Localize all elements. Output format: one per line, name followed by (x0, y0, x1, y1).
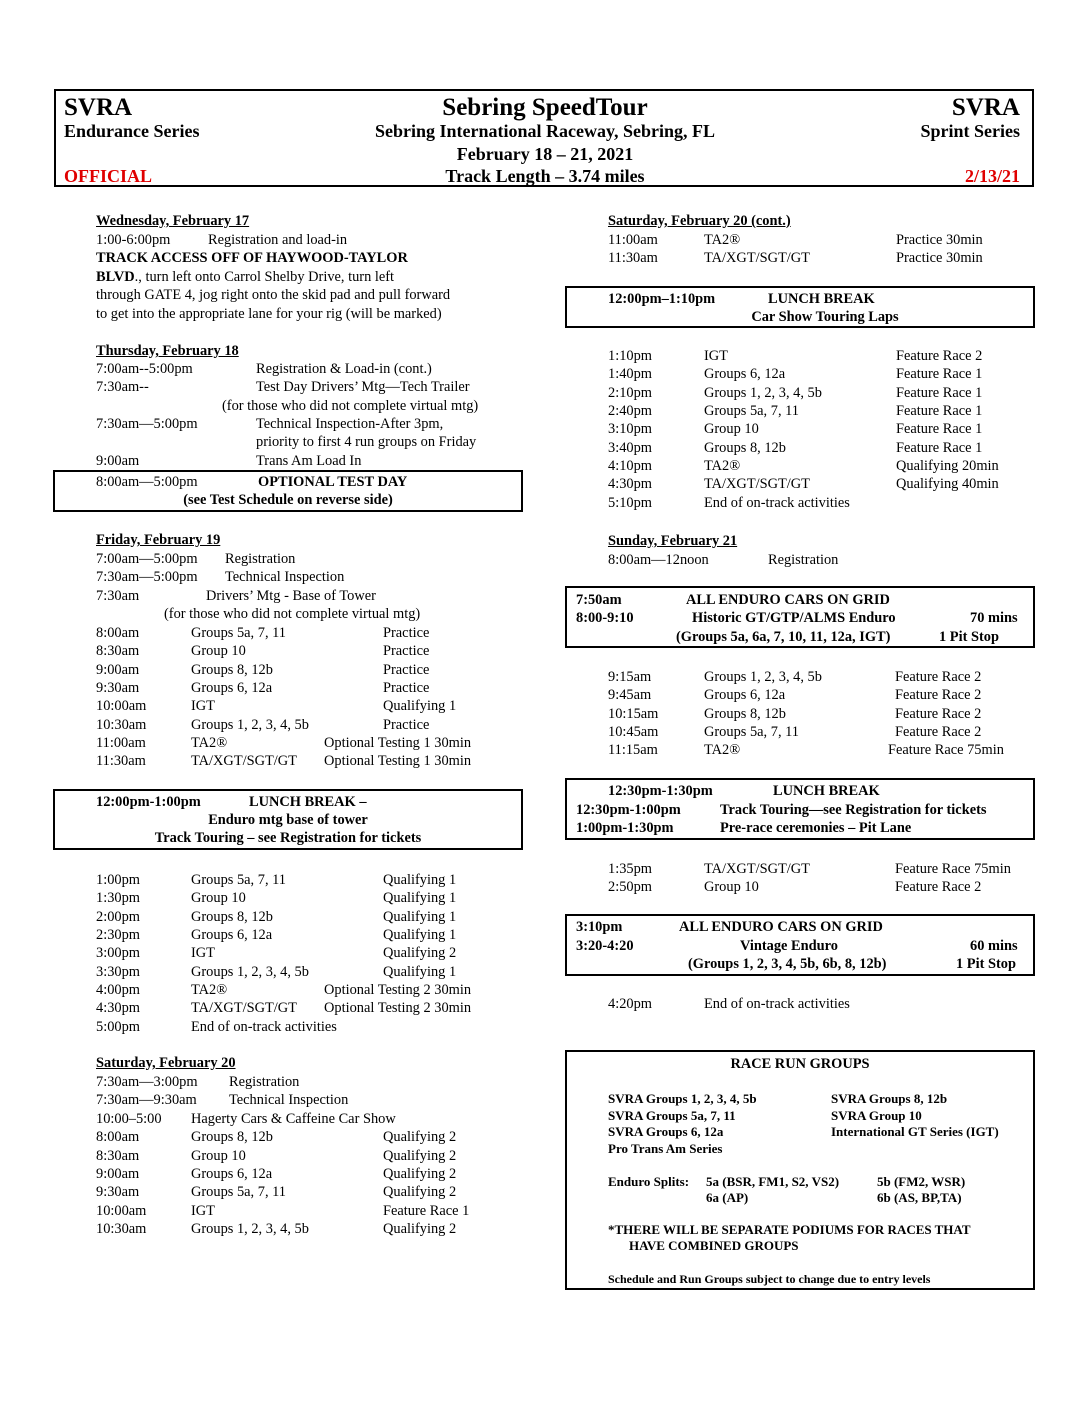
sat-time: 7:30am—9:30am (96, 1092, 197, 1108)
track-access-line3 (96, 268, 394, 286)
session-row (96, 999, 536, 1017)
session-group: Group 10 (704, 421, 759, 438)
header-right-title: SVRA (951, 94, 1020, 121)
session-time: 5:10pm (608, 494, 652, 511)
session-name: Practice (383, 680, 430, 697)
sun-lunch-time: 12:30pm-1:30pm (608, 783, 713, 799)
enduro-meeting-note: Enduro mtg base of tower (208, 812, 368, 828)
test-day-subtitle: (see Test Schedule on reverse side) (183, 492, 393, 508)
session-time: 10:00am (96, 698, 147, 715)
session-group: Group 10 (191, 1147, 246, 1164)
session-time: 11:30am (608, 250, 658, 267)
session-name: Feature Race 1 (383, 1202, 470, 1219)
session-group: Group 10 (191, 890, 246, 907)
sun-time: 8:00am—12noon (608, 552, 709, 568)
session-group: End of on-track activities (191, 1018, 337, 1035)
session-group: IGT (191, 1202, 215, 1219)
sunday-end-row (608, 995, 1028, 1013)
session-group: Groups 6, 12a (704, 687, 786, 704)
enduro1-length: 70 mins (970, 610, 1018, 626)
session-group: Groups 1, 2, 3, 4, 5b (191, 1221, 309, 1238)
session-row (96, 679, 536, 697)
thu-row (96, 452, 536, 470)
session-name: Qualifying 1 (383, 890, 457, 907)
session-row (96, 697, 536, 715)
session-row (96, 661, 536, 679)
session-time: 9:15am (608, 669, 652, 685)
session-name: Feature Race 1 (896, 439, 983, 456)
sat-lunch-time: 12:00pm–1:10pm (608, 291, 716, 307)
session-time: 1:10pm (608, 348, 652, 364)
session-time: 2:50pm (608, 879, 652, 896)
ceremony-text: Pre-race ceremonies – Pit Lane (720, 820, 912, 836)
session-time: 9:00am (96, 1166, 140, 1183)
session-name: Qualifying 1 (383, 908, 457, 925)
session-time: 1:40pm (608, 366, 652, 383)
session-name: Optional Testing 2 30min (324, 1000, 472, 1017)
enduro2-grid-time: 3:10pm (576, 919, 623, 935)
session-group: TA/XGT/SGT/GT (704, 476, 810, 493)
enduro1-name: Historic GT/GTP/ALMS Enduro (692, 610, 896, 626)
session-row (96, 908, 536, 926)
sun-lunch-row1 (608, 782, 1028, 800)
session-time: 8:00am (96, 625, 140, 641)
thu-row (96, 415, 536, 433)
session-row (608, 457, 1048, 475)
session-name: Qualifying 1 (383, 872, 457, 888)
session-group: TA/XGT/SGT/GT (191, 753, 297, 770)
session-time: 10:30am (96, 716, 147, 733)
session-group: Group 10 (704, 879, 759, 896)
test-day-time: 8:00am—5:00pm (96, 474, 198, 490)
session-group: Groups 5a, 7, 11 (191, 625, 286, 641)
run-group-item: International GT Series (IGT) (831, 1124, 999, 1139)
event-title: Sebring SpeedTour (442, 94, 648, 121)
session-group: TA2® (191, 982, 228, 999)
fri-text: Drivers’ Mtg - Base of Tower (206, 588, 376, 604)
session-group: TA2® (704, 458, 741, 475)
session-time: 10:30am (96, 1221, 147, 1238)
session-group: Groups 6, 12a (191, 1166, 273, 1183)
session-row (96, 752, 536, 770)
session-row (608, 231, 1048, 249)
session-row (96, 944, 536, 962)
enduro1-groups: (Groups 5a, 6a, 7, 10, 11, 12a, IGT) (676, 629, 891, 645)
session-group: Groups 1, 2, 3, 4, 5b (704, 384, 822, 401)
enduro-splits-label: Enduro Splits: (608, 1174, 690, 1189)
touring-text: Track Touring—see Registration for tickets (720, 802, 987, 818)
session-name: Practice 30min (896, 250, 983, 267)
session-time: 1:30pm (96, 890, 140, 907)
session-name: Practice 30min (896, 232, 983, 248)
session-group: Groups 6, 12a (191, 927, 273, 944)
enduro1-row2 (576, 609, 1026, 627)
directions-line5: to get into the appropriate lane for your rig (will be marked) (96, 306, 442, 322)
session-group: Groups 5a, 7, 11 (704, 724, 799, 741)
header-left-subtitle: Endurance Series (64, 121, 200, 141)
session-group: Group 10 (191, 643, 246, 660)
enduro1-row3 (576, 628, 1026, 646)
session-name: Optional Testing 1 30min (324, 735, 472, 752)
official-label: OFFICIAL (64, 166, 153, 186)
session-row (608, 878, 1048, 896)
thu-text: priority to first 4 run groups on Friday (256, 434, 477, 450)
session-name: Feature Race 75min (895, 861, 1011, 877)
session-row (96, 1110, 536, 1128)
fri-lunch-title: LUNCH BREAK – (249, 794, 367, 810)
session-row (96, 926, 536, 944)
session-row (96, 1128, 536, 1146)
split-6a: 6a (AP) (706, 1190, 749, 1205)
fri-lunch-time: 12:00pm-1:00pm (96, 794, 201, 810)
session-row (608, 475, 1048, 493)
enduro1-grid-time: 7:50am (576, 592, 622, 608)
fri-text: (for those who did not complete virtual mtg) (164, 606, 421, 622)
car-show-laps: Car Show Touring Laps (751, 309, 899, 325)
thu-text: Test Day Drivers’ Mtg—Tech Trailer (256, 379, 470, 395)
sunday-heading: Sunday, February 21 (608, 533, 738, 549)
thu-time: 7:30am-- (96, 379, 149, 395)
session-time: 3:10pm (608, 421, 652, 438)
track-access-notice: TRACK ACCESS OFF OF HAYWOOD-TAYLOR (96, 250, 408, 266)
session-group: IGT (191, 945, 215, 962)
session-time: 2:00pm (96, 908, 140, 925)
session-time: 2:30pm (96, 927, 140, 944)
session-name: Feature Race 1 (896, 384, 983, 401)
session-name: Qualifying 2 (383, 945, 457, 962)
session-row (608, 668, 1048, 686)
sat-text: Technical Inspection (229, 1092, 349, 1108)
enduro2-groups: (Groups 1, 2, 3, 4, 5b, 6b, 8, 12b) (688, 956, 887, 972)
saturday-cont-heading: Saturday, February 20 (cont.) (608, 213, 791, 229)
header-left-title: SVRA (64, 94, 133, 121)
wednesday-heading: Wednesday, February 17 (96, 213, 250, 229)
session-name: Feature Race 1 (896, 421, 983, 438)
session-row (608, 347, 1048, 365)
session-row (608, 741, 1048, 759)
race-run-groups-title: RACE RUN GROUPS (730, 1056, 870, 1072)
session-time: 3:40pm (608, 439, 652, 456)
session-time: 4:30pm (608, 476, 652, 493)
run-group-item: Pro Trans Am Series (608, 1140, 723, 1156)
sat-lunch-title: LUNCH BREAK (768, 291, 875, 307)
session-name: Practice (383, 643, 430, 660)
session-row (96, 889, 536, 907)
fri-lunch-row (96, 793, 516, 811)
blvd-text: BLVD (96, 269, 135, 285)
event-venue: Sebring International Raceway, Sebring, FL (374, 121, 715, 141)
session-row (608, 494, 1048, 512)
run-group-item: SVRA Groups 8, 12b (831, 1091, 948, 1106)
session-name: Qualifying 1 (383, 963, 457, 980)
session-group: Groups 1, 2, 3, 4, 5b (704, 669, 822, 685)
thursday-heading: Thursday, February 18 (96, 343, 239, 359)
session-row (96, 1165, 536, 1183)
session-time: 5:00pm (96, 1018, 140, 1035)
friday-heading: Friday, February 19 (96, 532, 221, 548)
session-group: TA/XGT/SGT/GT (191, 1000, 297, 1017)
session-row (96, 716, 536, 734)
directions-line4: through GATE 4, jog right onto the skid pad and pull forward (96, 287, 451, 303)
fri-time: 7:00am—5:00pm (96, 551, 198, 567)
session-name: Qualifying 2 (383, 1129, 457, 1146)
session-time: 8:00am (96, 1129, 140, 1146)
session-time: 3:30pm (96, 963, 140, 980)
session-time: 10:45am (608, 724, 659, 741)
enduro2-row3 (576, 955, 1026, 973)
session-row (608, 860, 1048, 878)
sun-lunch-row3 (576, 819, 1026, 837)
session-name: Practice (383, 716, 430, 733)
enduro1-slot: 8:00-9:10 (576, 610, 634, 626)
session-time: 11:30am (96, 753, 146, 770)
session-group: Groups 5a, 7, 11 (191, 872, 286, 888)
session-name: Qualifying 40min (896, 476, 999, 493)
enduro1-row1 (576, 591, 1026, 609)
thu-row (96, 433, 536, 451)
session-group: End of on-track activities (704, 494, 850, 511)
wed-row (96, 231, 536, 249)
session-time: 9:30am (96, 1184, 140, 1201)
session-time: 1:35pm (608, 861, 652, 877)
session-time: 9:00am (96, 661, 140, 678)
session-name: Optional Testing 1 30min (324, 753, 472, 770)
session-name: Qualifying 2 (383, 1184, 457, 1201)
session-time: 4:10pm (608, 458, 652, 475)
sat-row (96, 1091, 536, 1109)
session-name: Feature Race 2 (895, 724, 982, 741)
session-group: TA2® (704, 232, 741, 248)
thu-time: 7:30am—5:00pm (96, 416, 198, 432)
session-time: 4:30pm (96, 1000, 140, 1017)
thu-row (96, 360, 536, 378)
fri-row (96, 568, 536, 586)
enduro2-row1 (576, 918, 1026, 936)
sun-end-text: End of on-track activities (704, 996, 850, 1012)
enduro1-grid-title: ALL ENDURO CARS ON GRID (686, 592, 890, 608)
session-name: Feature Race 2 (895, 879, 982, 896)
session-row (96, 642, 536, 660)
enduro2-name: Vintage Enduro (740, 938, 838, 954)
sat-lunch-row (608, 290, 1028, 308)
session-group: Groups 6, 12a (191, 680, 273, 697)
session-name: Feature Race 2 (895, 669, 982, 685)
sun-row (608, 551, 1028, 569)
session-time: 2:40pm (608, 403, 652, 420)
session-time: 2:10pm (608, 384, 652, 401)
session-time: 1:00pm (96, 872, 140, 888)
revision-date: 2/13/21 (964, 166, 1020, 186)
session-group: Groups 8, 12b (704, 439, 786, 456)
session-time: 11:15am (608, 742, 658, 759)
session-row (608, 705, 1048, 723)
session-row (96, 963, 536, 981)
session-group: TA2® (191, 735, 228, 752)
session-time: 4:00pm (96, 982, 140, 999)
enduro2-slot: 3:20-4:20 (576, 938, 634, 954)
ceremony-time: 1:00pm-1:30pm (576, 820, 674, 836)
session-name: Qualifying 2 (383, 1166, 457, 1183)
sat-time: 7:30am—3:00pm (96, 1074, 198, 1090)
fri-text: Registration (225, 551, 296, 567)
session-row (608, 249, 1048, 267)
session-row (608, 402, 1048, 420)
session-name: Qualifying 20min (896, 458, 999, 475)
session-row (96, 1220, 536, 1238)
session-time: 11:00am (96, 735, 146, 752)
session-time: 11:00am (608, 232, 658, 248)
wed-text: Registration and load-in (208, 232, 348, 248)
session-name: Feature Race 2 (895, 705, 982, 722)
session-name: Feature Race 1 (896, 366, 983, 383)
test-day-row (96, 473, 516, 491)
thu-text: (for those who did not complete virtual mtg) (222, 398, 479, 414)
directions-text: ., turn left onto Carrol Shelby Drive, turn left (134, 269, 395, 285)
session-time: 8:30am (96, 1147, 140, 1164)
wed-time: 1:00-6:00pm (96, 232, 171, 248)
fri-row (96, 605, 536, 623)
session-row (96, 1202, 536, 1220)
session-row (96, 981, 536, 999)
session-name: Feature Race 75min (888, 742, 1004, 759)
split-5a: 5a (BSR, FM1, S2, VS2) (706, 1174, 840, 1189)
session-group: Groups 5a, 7, 11 (191, 1184, 286, 1201)
podium-note-1: *THERE WILL BE SEPARATE PODIUMS FOR RACES THAT (608, 1222, 971, 1237)
session-group: Hagerty Cars & Caffeine Car Show (191, 1111, 396, 1127)
track-length: Track Length – 3.74 miles (445, 166, 645, 186)
session-group: TA/XGT/SGT/GT (704, 250, 810, 267)
session-name: Optional Testing 2 30min (324, 982, 472, 999)
session-row (96, 1147, 536, 1165)
fri-text: Technical Inspection (225, 569, 345, 585)
fri-row (96, 550, 536, 568)
session-name: Practice (383, 625, 430, 641)
thu-time: 9:00am (96, 453, 140, 469)
session-group: Groups 8, 12b (191, 661, 273, 678)
thu-row (96, 397, 536, 415)
track-touring-note: Track Touring – see Registration for tickets (154, 830, 422, 846)
session-row (608, 420, 1048, 438)
sat-text: Registration (229, 1074, 300, 1090)
session-group: Groups 6, 12a (704, 366, 786, 383)
run-group-item: SVRA Groups 5a, 7, 11 (608, 1107, 736, 1123)
fri-row (96, 587, 536, 605)
session-row (96, 1018, 536, 1036)
run-group-item: SVRA Group 10 (831, 1107, 922, 1123)
thu-row (96, 378, 536, 396)
session-name: Qualifying 2 (383, 1147, 457, 1164)
session-group: Groups 8, 12b (191, 908, 273, 925)
race-run-groups-box (565, 1050, 1035, 1290)
session-time: 10:00–5:00 (96, 1111, 162, 1127)
split-6b: 6b (AS, BP,TA) (877, 1190, 962, 1205)
podium-note-2: HAVE COMBINED GROUPS (629, 1238, 799, 1253)
thu-text: Registration & Load-in (cont.) (256, 361, 432, 377)
session-group: Groups 8, 12b (704, 705, 786, 722)
session-group: Groups 5a, 7, 11 (704, 403, 799, 420)
thu-text: Trans Am Load In (256, 453, 362, 469)
session-group: Groups 1, 2, 3, 4, 5b (191, 716, 309, 733)
session-time: 9:45am (608, 687, 652, 704)
enduro2-length: 60 mins (970, 938, 1018, 954)
header-right-subtitle: Sprint Series (920, 121, 1020, 141)
split-5b: 5b (FM2, WSR) (877, 1174, 966, 1189)
session-row (96, 624, 536, 642)
sun-end-time: 4:20pm (608, 996, 652, 1012)
session-time: 3:00pm (96, 945, 140, 962)
enduro2-pit: 1 Pit Stop (956, 956, 1016, 972)
enduro2-row2 (576, 937, 1026, 955)
session-time: 10:15am (608, 705, 659, 722)
session-time: 9:30am (96, 680, 140, 697)
fri-time: 7:30am—5:00pm (96, 569, 198, 585)
sun-text: Registration (768, 552, 839, 568)
run-group-item: SVRA Groups 1, 2, 3, 4, 5b (608, 1091, 757, 1106)
thu-text: Technical Inspection-After 3pm, (256, 416, 444, 432)
session-group: Groups 8, 12b (191, 1129, 273, 1146)
enduro2-grid-title: ALL ENDURO CARS ON GRID (679, 919, 883, 935)
sat-row (96, 1073, 536, 1091)
session-name: Feature Race 2 (896, 348, 983, 364)
session-row (96, 1183, 536, 1201)
session-name: Qualifying 2 (383, 1221, 457, 1238)
session-row (608, 723, 1048, 741)
event-dates: February 18 – 21, 2021 (456, 144, 634, 164)
session-row (96, 871, 536, 889)
touring-time: 12:30pm-1:00pm (576, 802, 681, 818)
session-row (608, 365, 1048, 383)
session-row (608, 384, 1048, 402)
session-time: 8:30am (96, 643, 140, 660)
session-time: 10:00am (96, 1202, 147, 1219)
sun-lunch-title: LUNCH BREAK (773, 783, 880, 799)
session-name: Feature Race 2 (895, 687, 982, 704)
session-name: Feature Race 1 (896, 403, 983, 420)
session-group: Groups 1, 2, 3, 4, 5b (191, 963, 309, 980)
session-row (608, 686, 1048, 704)
change-notice: Schedule and Run Groups subject to change due to entry levels (608, 1272, 931, 1286)
sun-lunch-row2 (576, 801, 1026, 819)
fri-time: 7:30am (96, 588, 140, 604)
session-row (96, 734, 536, 752)
session-name: Qualifying 1 (383, 927, 457, 944)
run-group-item: SVRA Groups 6, 12a (608, 1124, 724, 1139)
session-row (608, 439, 1048, 457)
thu-time: 7:00am--5:00pm (96, 361, 193, 377)
session-group: IGT (704, 348, 728, 364)
enduro1-pit: 1 Pit Stop (939, 629, 999, 645)
session-name: Qualifying 1 (383, 698, 457, 715)
session-group: IGT (191, 698, 215, 715)
test-day-title: OPTIONAL TEST DAY (258, 474, 408, 490)
saturday-heading: Saturday, February 20 (96, 1055, 236, 1071)
session-group: TA/XGT/SGT/GT (704, 861, 810, 877)
session-name: Practice (383, 661, 430, 678)
session-group: TA2® (704, 742, 741, 759)
